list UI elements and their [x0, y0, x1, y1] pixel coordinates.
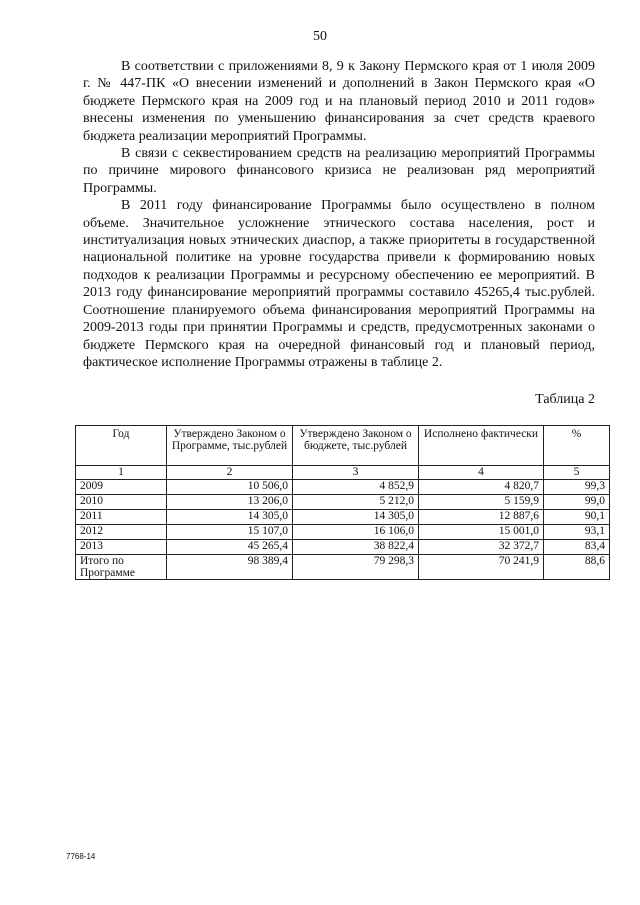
percent-cell: 99,3 — [544, 480, 610, 495]
year-cell: 2012 — [76, 525, 167, 540]
actual-cell: 70 241,9 — [419, 555, 544, 580]
index-cell: 3 — [293, 466, 419, 480]
index-cell: 5 — [544, 466, 610, 480]
table-caption: Таблица 2 — [535, 392, 595, 407]
program-law-cell: 98 389,4 — [167, 555, 293, 580]
table-total-row — [76, 555, 610, 580]
actual-cell: 5 159,9 — [419, 495, 544, 510]
program-law-cell: 15 107,0 — [167, 525, 293, 540]
percent-cell: 90,1 — [544, 510, 610, 525]
year-cell: 2009 — [76, 480, 167, 495]
table-index-row — [76, 466, 610, 480]
table-row — [76, 540, 610, 555]
budget-law-cell: 38 822,4 — [293, 540, 419, 555]
table-row — [76, 525, 610, 540]
paragraph: В соответствии с приложениями 8, 9 к Закону Пермского края от 1 июля 2009 г. № 447-ПК «О внесении изменений и дополнений в Закон Пермского края «О бюджете Пермского края на 2009 год и на плановый период 2010 и 2011 годов» внесены изменения по уменьшению финансирования за счет средств краевого бюджета реализации мероприятий Программы. — [83, 59, 595, 144]
percent-cell: 88,6 — [544, 555, 610, 580]
paragraph: В связи с секвестированием средств на реализацию мероприятий Программы по причине мирового финансового кризиса не реализован ряд мероприятий Программы. — [83, 146, 595, 196]
header-program-law: Утверждено Законом о Программе, тыс.рублей — [167, 426, 293, 466]
table-row — [76, 495, 610, 510]
program-law-cell: 45 265,4 — [167, 540, 293, 555]
index-cell: 1 — [76, 466, 167, 480]
program-law-cell: 10 506,0 — [167, 480, 293, 495]
table-row — [76, 510, 610, 525]
body-text — [83, 58, 595, 371]
table-header-row — [76, 426, 610, 466]
program-law-cell: 13 206,0 — [167, 495, 293, 510]
percent-cell: 83,4 — [544, 540, 610, 555]
header-percent: % — [544, 426, 610, 466]
page-number: 50 — [313, 29, 327, 44]
document-code: 7768-14 — [66, 852, 96, 861]
year-cell: 2013 — [76, 540, 167, 555]
actual-cell: 12 887,6 — [419, 510, 544, 525]
header-budget-law: Утверждено Законом о бюджете, тыс.рублей — [293, 426, 419, 466]
actual-cell: 32 372,7 — [419, 540, 544, 555]
year-cell: 2010 — [76, 495, 167, 510]
index-cell: 2 — [167, 466, 293, 480]
budget-law-cell: 5 212,0 — [293, 495, 419, 510]
budget-law-cell: 16 106,0 — [293, 525, 419, 540]
actual-cell: 4 820,7 — [419, 480, 544, 495]
total-label-cell: Итого по Программе — [76, 555, 167, 580]
index-cell: 4 — [419, 466, 544, 480]
year-cell: 2011 — [76, 510, 167, 525]
percent-cell: 93,1 — [544, 525, 610, 540]
percent-cell: 99,0 — [544, 495, 610, 510]
program-law-cell: 14 305,0 — [167, 510, 293, 525]
table-row — [76, 480, 610, 495]
actual-cell: 15 001,0 — [419, 525, 544, 540]
paragraph: В 2011 году финансирование Программы было осуществлено в полном объеме. Значительное усложнение этнического состава населения, рост и институализация новых этнических диаспор, а также приоритеты в государственной национальной политике на уровне государства привели к формированию новых подходов к реализации Программы и ресурсному обеспечению ее мероприятий. В 2013 году финансирование мероприятий программы составило 45265,4 тыс.рублей. Соотношение планируемого объема финансирования мероприятий Программы на 2009-2013 годы при принятии Программы и средств, предусмотренных законами о бюджете Пермского края на очередной финансовый год и плановый период, фактическое исполнение Программы отражены в таблице 2. — [83, 198, 595, 370]
budget-law-cell: 14 305,0 — [293, 510, 419, 525]
header-year: Год — [76, 426, 167, 466]
budget-law-cell: 79 298,3 — [293, 555, 419, 580]
financing-table — [75, 425, 610, 580]
budget-law-cell: 4 852,9 — [293, 480, 419, 495]
header-actual: Исполнено фактически — [419, 426, 544, 466]
